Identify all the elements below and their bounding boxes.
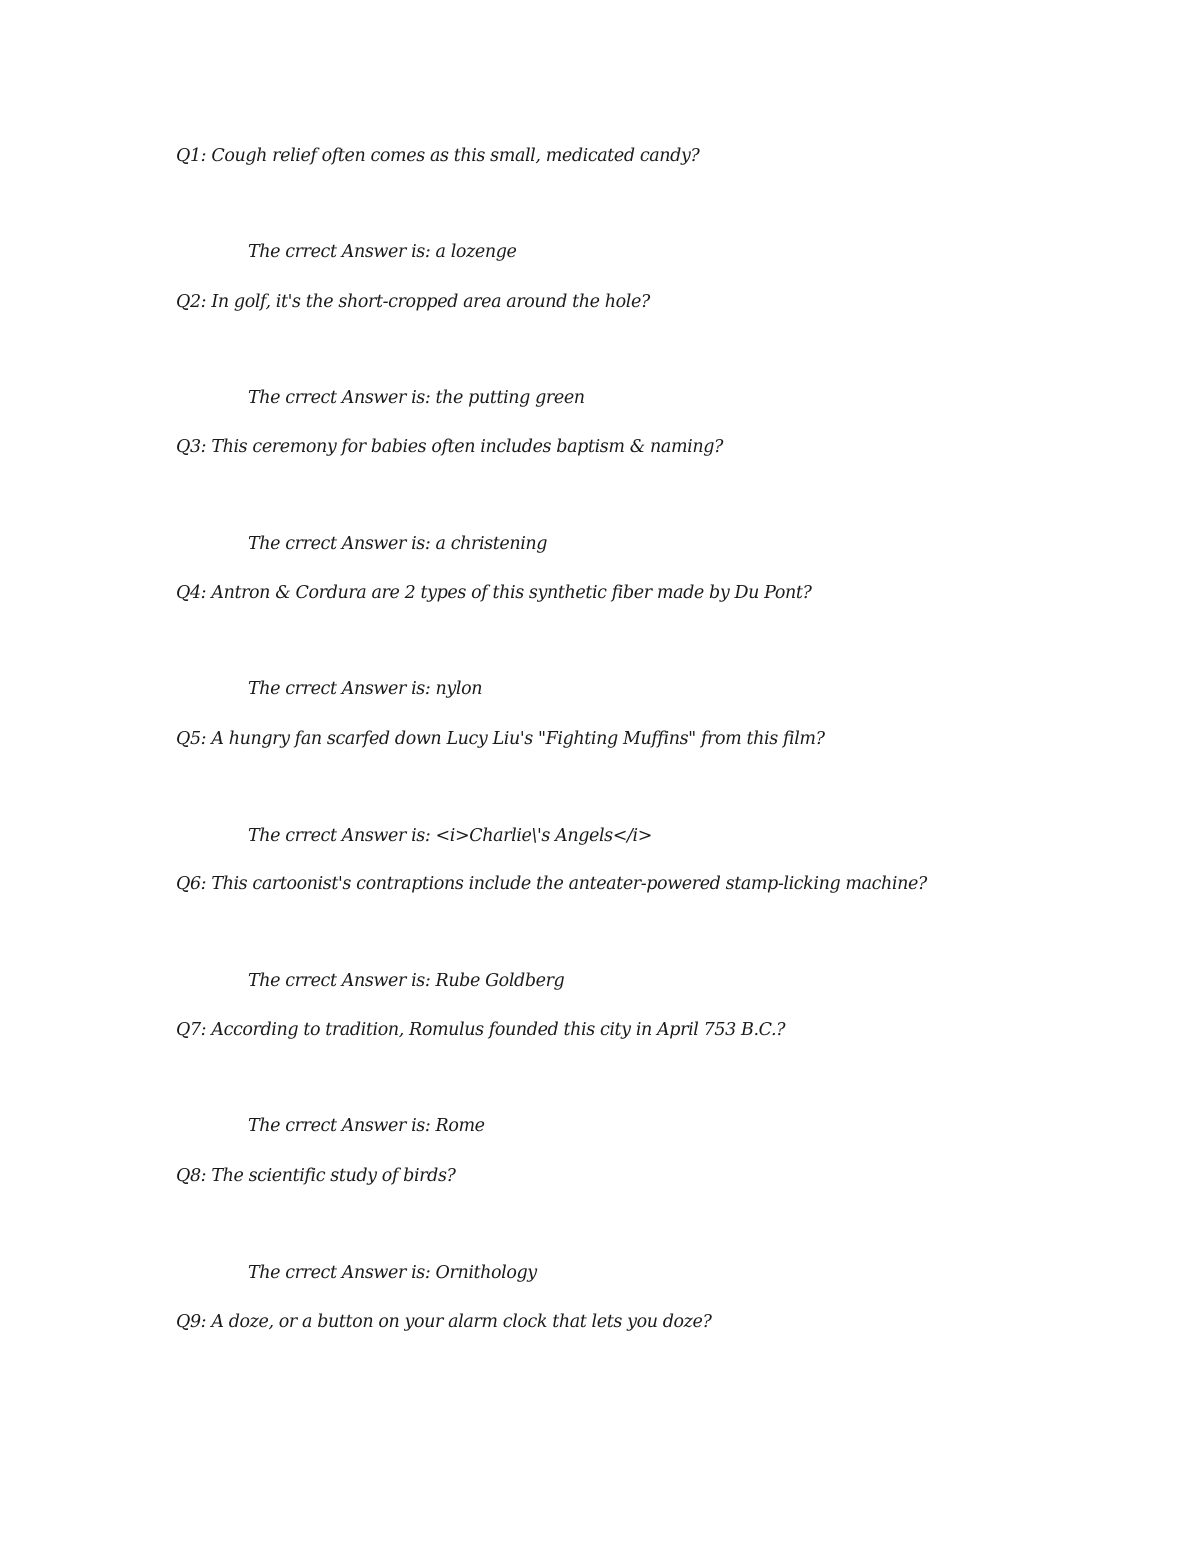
answer-6: The crrect Answer is: Rube Goldberg	[248, 971, 565, 991]
question-5: Q5: A hungry fan scarfed down Lucy Liu's "Fighting Muffins" from this film?	[176, 729, 825, 749]
answer-8: The crrect Answer is: Ornithology	[248, 1263, 537, 1283]
answer-7: The crrect Answer is: Rome	[248, 1116, 485, 1136]
question-8: Q8: The scientific study of birds?	[176, 1166, 456, 1186]
answer-2: The crrect Answer is: the putting green	[248, 388, 585, 408]
answer-5: The crrect Answer is: <i>Charlie\'s Angels</i>	[248, 826, 652, 846]
question-6: Q6: This cartoonist's contraptions include the anteater-powered stamp-licking machine?	[176, 874, 927, 894]
question-9: Q9: A doze, or a button on your alarm clock that lets you doze?	[176, 1312, 712, 1332]
answer-3: The crrect Answer is: a christening	[248, 534, 548, 554]
question-7: Q7: According to tradition, Romulus founded this city in April 753 B.C.?	[176, 1020, 786, 1040]
question-4: Q4: Antron & Cordura are 2 types of this synthetic fiber made by Du Pont?	[176, 583, 812, 603]
question-2: Q2: In golf, it's the short-cropped area around the hole?	[176, 292, 650, 312]
answer-1: The crrect Answer is: a lozenge	[248, 242, 517, 262]
question-3: Q3: This ceremony for babies often includes baptism & naming?	[176, 437, 723, 457]
answer-4: The crrect Answer is: nylon	[248, 679, 483, 699]
question-1: Q1: Cough relief often comes as this small, medicated candy?	[176, 146, 700, 166]
